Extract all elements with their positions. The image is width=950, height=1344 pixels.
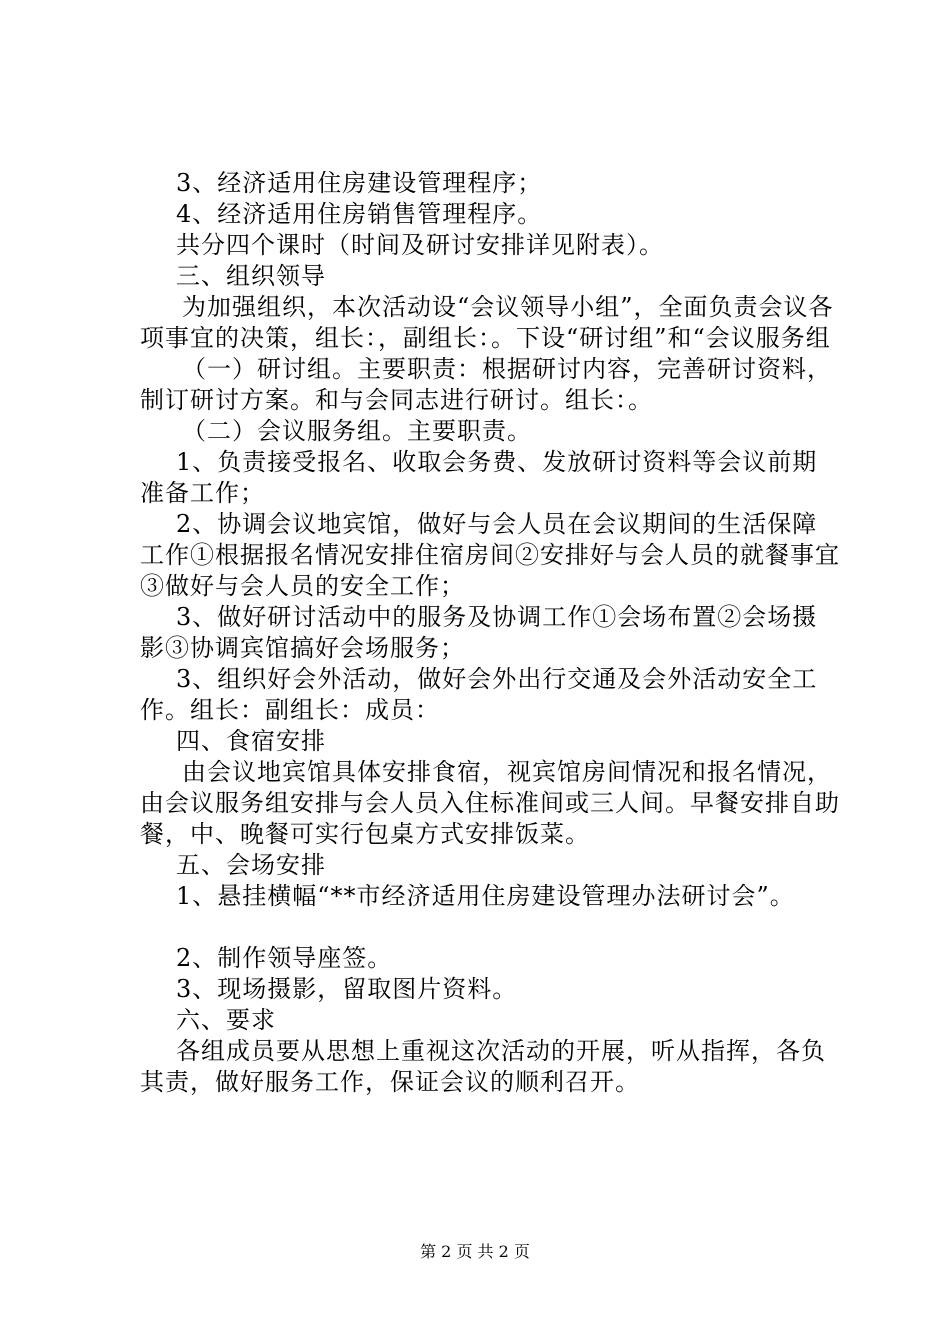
section-heading-venue: 五、会场安排	[176, 851, 326, 879]
section-heading-accommodation: 四、食宿安排	[176, 727, 326, 755]
paragraph-leadership-group: 为加强组织，本次活动设“会议领导小组”，全面负责会议各项事宜的决策，组长：，副组长：。下设“研讨组”和“会议服务组	[140, 293, 834, 352]
paragraph-venue-photography: 3、现场摄影，留取图片资料。	[176, 975, 518, 1003]
paragraph-venue-banner: 1、悬挂横幅“**市经济适用住房建设管理办法研讨会”。	[176, 882, 795, 910]
paragraph-discussion-group: （一）研讨组。主要职责：根据研讨内容，完善研讨资料，制订研讨方案。和与会同志进行研讨。组长：。	[140, 355, 832, 414]
paragraph-service-duty-3: 3、做好研讨活动中的服务及协调工作①会场布置②会场摄影③协调宾馆搞好会场服务；	[140, 603, 818, 662]
paragraph-venue-seat-cards: 2、制作领导座签。	[176, 944, 393, 972]
section-heading-organization: 三、组织领导	[176, 262, 326, 290]
paragraph-service-duty-1: 1、负责接受报名、收取会务费、发放研讨资料等会议前期准备工作；	[140, 448, 818, 507]
document-body	[140, 168, 840, 1098]
paragraph-sessions: 共分四个课时（时间及研讨安排详见附表）。	[176, 231, 664, 259]
paragraph-service-duty-3b: 3、组织好会外活动，做好会外出行交通及会外活动安全工作。组长：副组长：成员：	[140, 665, 818, 724]
paragraph-program-4: 4、经济适用住房销售管理程序。	[176, 200, 543, 228]
paragraph-service-group: （二）会议服务组。主要职责。	[182, 417, 532, 445]
paragraph-requirements: 各组成员要从思想上重视这次活动的开展，听从指挥，各负其责，做好服务工作，保证会议的顺利召开。	[140, 1037, 826, 1096]
paragraph-service-duty-2: 2、协调会议地宾馆，做好与会人员在会议期间的生活保障工作①根据报名情况安排住宿房间②安排好与会人员的就餐事宜③做好与会人员的安全工作；	[140, 510, 840, 600]
page-footer: 第 2 页 共 2 页	[420, 1242, 530, 1261]
paragraph-accommodation: 由会议地宾馆具体安排食宿，视宾馆房间情况和报名情况，由会议服务组安排与会人员入住标准间或三人间。早餐安排自助餐，中、晚餐可实行包桌方式安排饭菜。	[140, 758, 840, 848]
paragraph-program-3: 3、经济适用住房建设管理程序；	[176, 169, 543, 197]
section-heading-requirements: 六、要求	[176, 1006, 276, 1034]
